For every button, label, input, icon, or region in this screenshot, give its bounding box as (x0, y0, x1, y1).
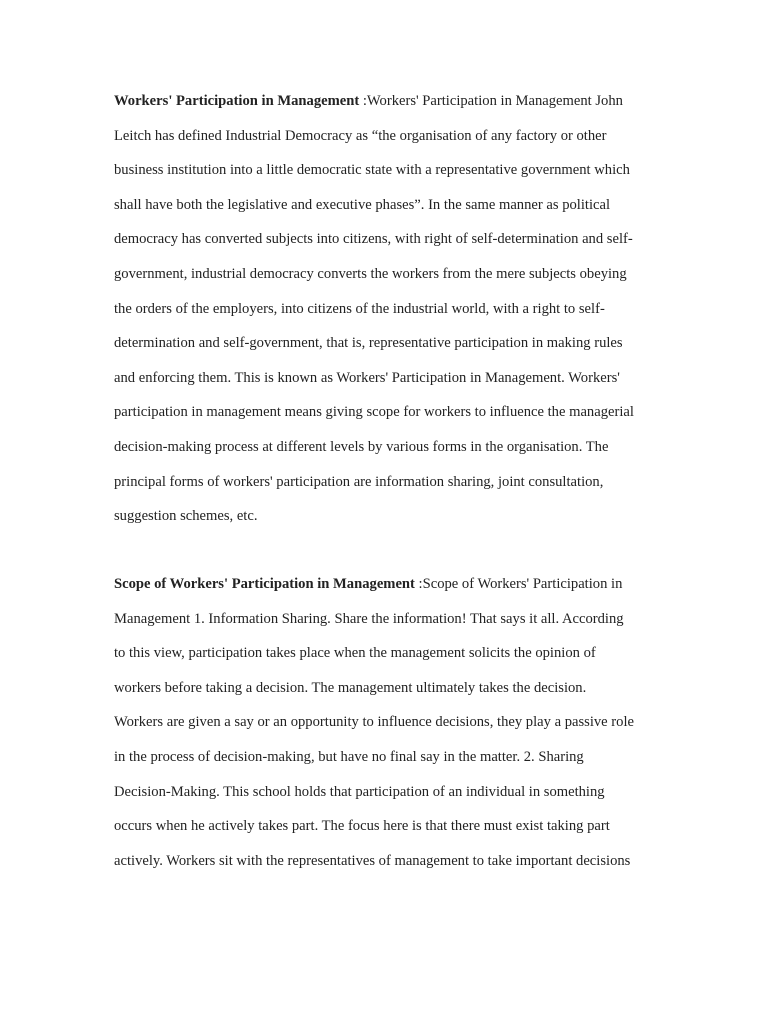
paragraph-line: Decision-Making. This school holds that participation of an individual in something (114, 783, 605, 800)
paragraph-line: Management 1. Information Sharing. Share the information! That says it all. According (114, 610, 624, 627)
section-heading: Scope of Workers' Participation in Management (114, 576, 415, 592)
paragraph-line: shall have both the legislative and executive phases”. In the same manner as political (114, 196, 611, 213)
paragraph-line: suggestion schemes, etc. (114, 508, 258, 525)
paragraph-line: Workers are given a say or an opportunity to influence decisions, they play a passive role (114, 714, 634, 731)
paragraph-line: Leitch has defined Industrial Democracy as “the organisation of any factory or other (114, 127, 607, 144)
paragraph-line: in the process of decision-making, but have no final say in the matter. 2. Sharing (114, 748, 584, 765)
paragraph-line: participation in management means giving scope for workers to influence the managerial (114, 404, 634, 421)
paragraph-line: and enforcing them. This is known as Workers' Participation in Management. Workers' (114, 369, 620, 386)
paragraph-line: government, industrial democracy converts the workers from the mere subjects obeying (114, 265, 627, 282)
paragraph-line: workers before taking a decision. The management ultimately takes the decision. (114, 679, 587, 696)
paragraph-line: the orders of the employers, into citizens of the industrial world, with a right to self- (114, 300, 605, 317)
paragraph-line: actively. Workers sit with the representatives of management to take important decisions (114, 852, 631, 869)
paragraph-line: determination and self-government, that is, representative participation in making rules (114, 335, 623, 352)
paragraph-line: business institution into a little democratic state with a representative government which (114, 162, 630, 179)
text-run: :Workers' Participation in Management John (359, 93, 623, 109)
paragraph-line (114, 567, 662, 602)
paragraph-line: principal forms of workers' participation are information sharing, joint consultation, (114, 473, 604, 490)
text-run: :Scope of Workers' Participation in (414, 576, 623, 592)
paragraph-workers-participation (114, 84, 662, 534)
section-heading: Workers' Participation in Management (114, 93, 360, 109)
paragraph-line: occurs when he actively takes part. The focus here is that there must exist taking part (114, 818, 610, 835)
paragraph-line (114, 84, 662, 119)
paragraph-scope-of-participation (114, 567, 662, 878)
paragraph-line: democracy has converted subjects into citizens, with right of self-determination and self- (114, 231, 633, 248)
paragraph-line: to this view, participation takes place when the management solicits the opinion of (114, 645, 596, 662)
paragraph-line: decision-making process at different levels by various forms in the organisation. The (114, 438, 609, 455)
